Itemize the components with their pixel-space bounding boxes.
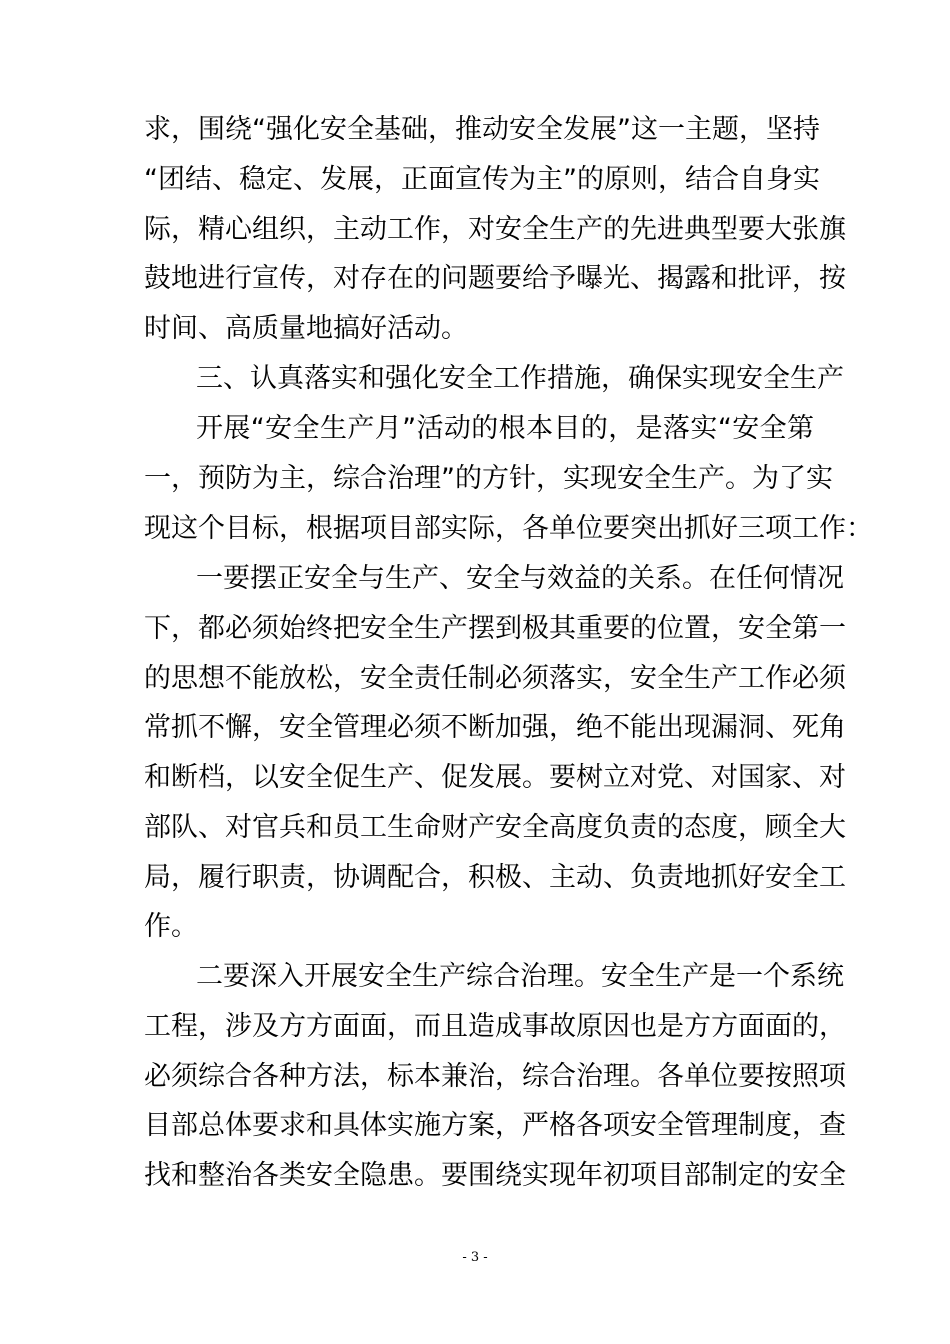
text-line-17: 作。 (144, 911, 198, 942)
section-heading: 三、认真落实和强化安全工作措施，确保实现安全生产 (196, 363, 844, 394)
page-number: - 3 - (462, 1250, 488, 1265)
text-line-3: 际，精心组织，主动工作，对安全生产的先进典型要大张旗 (144, 214, 846, 245)
text-line-21: 目部总体要求和具体实施方案，严格各项安全管理制度，查 (144, 1110, 846, 1141)
text-line-15: 部队、对官兵和员工生命财产安全高度负责的态度，顾全大 (144, 812, 846, 843)
text-line-18: 二要深入开展安全生产综合治理。安全生产是一个系统 (196, 961, 844, 992)
text-line-5: 时间、高质量地搞好活动。 (144, 313, 468, 344)
text-line-19: 工程，涉及方方面面，而且造成事故原因也是方方面面的， (144, 1011, 846, 1042)
text-line-10: 一要摆正安全与生产、安全与效益的关系。在任何情况 (196, 563, 844, 594)
text-line-20: 必须综合各种方法，标本兼治，综合治理。各单位要按照项 (144, 1061, 846, 1092)
text-line-4: 鼓地进行宣传，对存在的问题要给予曝光、揭露和批评，按 (144, 263, 846, 294)
text-line-11: 下，都必须始终把安全生产摆到极其重要的位置，安全第一 (144, 613, 846, 644)
text-line-14: 和断档，以安全促生产、促发展。要树立对党、对国家、对 (144, 762, 846, 793)
text-line-9: 现这个目标，根据项目部实际，各单位要突出抓好三项工作： (144, 513, 873, 544)
text-line-16: 局，履行职责，协调配合，积极、主动、负责地抓好安全工 (144, 862, 846, 893)
text-line-12: 的思想不能放松，安全责任制必须落实，安全生产工作必须 (144, 663, 846, 694)
text-line-7: 开展“安全生产月”活动的根本目的，是落实“安全第 (196, 413, 814, 444)
text-line-13: 常抓不懈，安全管理必须不断加强，绝不能出现漏洞、死角 (144, 712, 846, 743)
text-line-1: 求，围绕“强化安全基础，推动安全发展”这一主题，坚持 (144, 114, 820, 145)
text-line-8: 一，预防为主，综合治理”的方针，实现安全生产。为了实 (144, 463, 833, 494)
text-line-2: “团结、稳定、发展，正面宣传为主”的原则，结合自身实 (144, 164, 820, 195)
text-line-22: 找和整治各类安全隐患。要围绕实现年初项目部制定的安全 (144, 1160, 846, 1191)
